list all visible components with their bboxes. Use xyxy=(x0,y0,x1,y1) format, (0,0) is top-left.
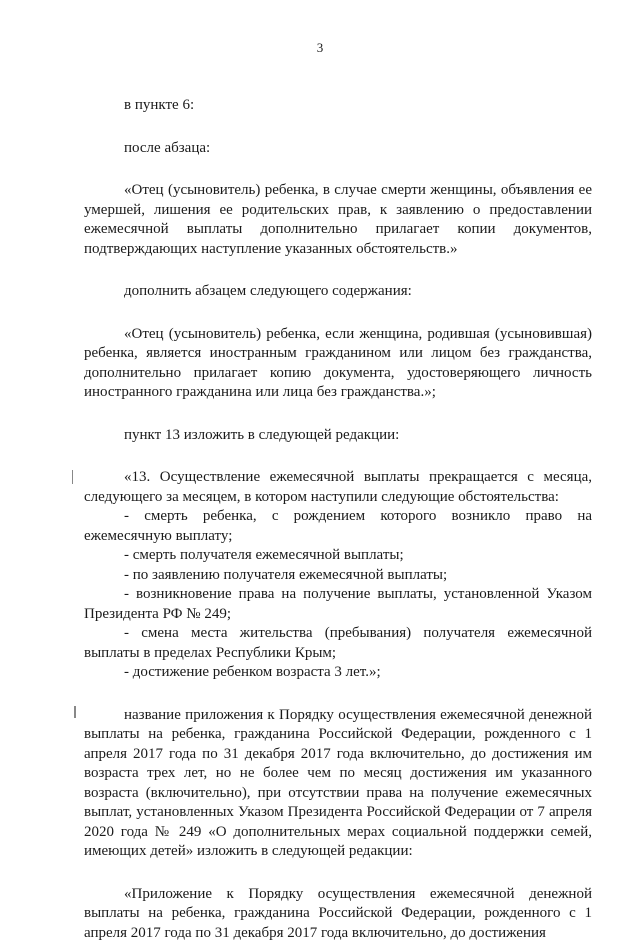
paragraph: «Приложение к Порядку осуществления ежемесячной денежной выплаты на ребенка, гражданина Российской Федерации, рожденного с 1 апреля 2017 года по 31 декабря 2017 года включительно, до достижения xyxy=(84,885,592,943)
paragraph: дополнить абзацем следующего содержания: xyxy=(84,282,592,302)
scan-mark xyxy=(74,706,76,718)
list-item: - возникновение права на получение выплаты, установленной Указом Президента РФ № 249; xyxy=(84,585,592,624)
paragraph: «Отец (усыновитель) ребенка, если женщина, родившая (усыновившая) ребенка, является иностранным гражданином или лицом без гражданства, дополнительно прилагает копию документа, удостоверяющего личность иностранного гражданина или лица без гражданства.»; xyxy=(84,325,592,403)
paragraph: пункт 13 изложить в следующей редакции: xyxy=(84,426,592,446)
page-number: 3 xyxy=(0,40,640,56)
list-item: - по заявлению получателя ежемесячной выплаты; xyxy=(84,566,592,586)
paragraph: в пункте 6: xyxy=(84,96,592,116)
list-item: - смена места жительства (пребывания) получателя ежемесячной выплаты в пределах Республики Крым; xyxy=(84,624,592,663)
paragraph: после абзаца: xyxy=(84,139,592,159)
list-item: - смерть получателя ежемесячной выплаты; xyxy=(84,546,592,566)
list-item: - достижение ребенком возраста 3 лет.»; xyxy=(84,663,592,683)
list-item: - смерть ребенка, с рождением которого возникло право на ежемесячную выплату; xyxy=(84,507,592,546)
paragraph: «Отец (усыновитель) ребенка, в случае смерти женщины, объявления ее умершей, лишения ее родительских прав, к заявлению о предоставлении ежемесячной выплаты дополнительно прилагает копии документов, подтверждающих наступление указанных обстоятельств.» xyxy=(84,181,592,259)
paragraph: название приложения к Порядку осуществления ежемесячной денежной выплаты на ребенка, гражданина Российской Федерации, рожденного с 1 апреля 2017 года по 31 декабря 2017 года включительно, до достижения им возраста трех лет, но не более чем по месяц достижения им указанного возраста (включительно), при отсутствии права на получение ежемесячных выплат, установленных Указом Президента Российской Федерации от 7 апреля 2020 года № 249 «О дополнительных мерах социальной поддержки семей, имеющих детей» изложить в следующей редакции: xyxy=(84,706,592,862)
document-body xyxy=(84,96,592,943)
scan-mark xyxy=(72,470,73,484)
paragraph: «13. Осуществление ежемесячной выплаты прекращается с месяца, следующего за месяцем, в котором наступили следующие обстоятельства: xyxy=(84,468,592,507)
